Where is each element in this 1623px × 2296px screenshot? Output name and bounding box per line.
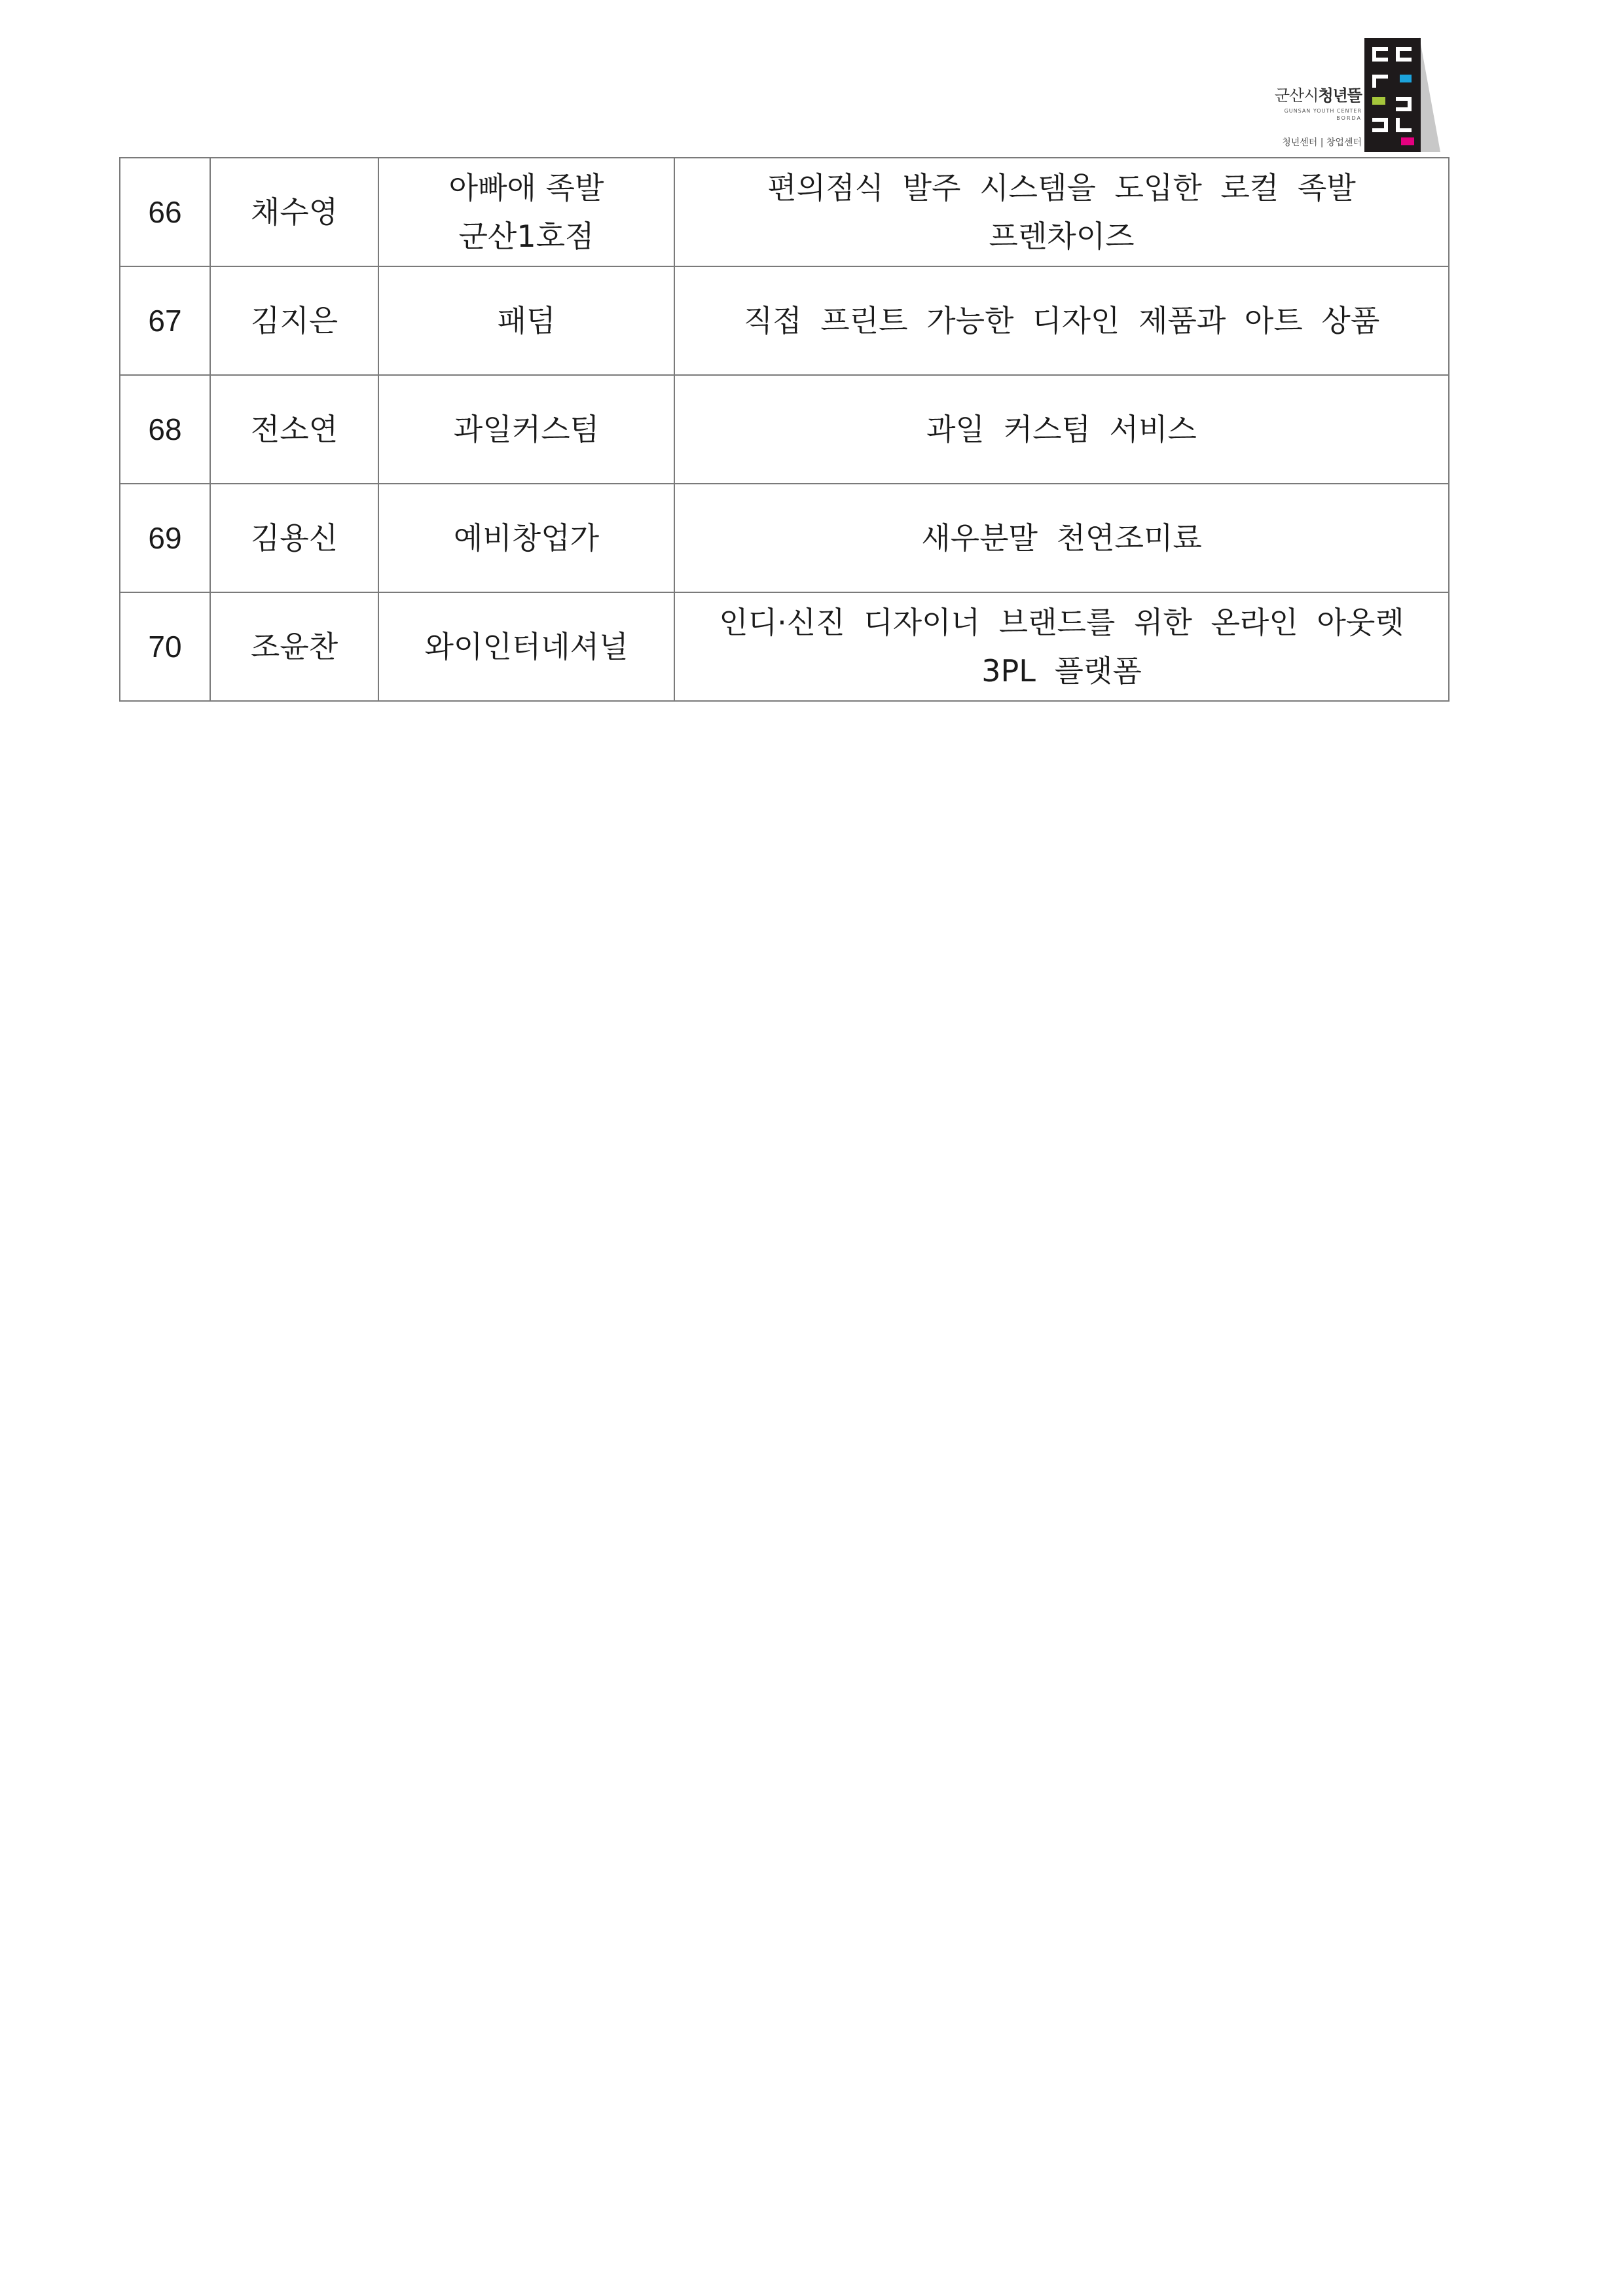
participant-name: 김용신: [210, 484, 378, 592]
description-line: 3PL 플랫폼: [981, 653, 1142, 689]
table-row: [120, 158, 1449, 266]
row-number: 66: [120, 158, 210, 266]
table-row: [120, 484, 1449, 592]
row-number: 68: [120, 375, 210, 484]
company-name: [378, 592, 674, 701]
company-name: [378, 375, 674, 484]
company-name-line: 예비창업가: [453, 520, 600, 556]
description-line: 편의점식 발주 시스템을 도입한 로컬 족발: [767, 170, 1356, 206]
company-name-line: 과일커스텀: [453, 412, 600, 447]
description-line: 직접 프린트 가능한 디자인 제품과 아트 상품: [743, 303, 1380, 338]
business-description: [674, 158, 1449, 266]
company-name: [378, 484, 674, 592]
logo-mark-icon: [1363, 37, 1442, 154]
logo-subtitle: 청년센터 | 창업센터: [1282, 137, 1362, 148]
participant-name: 전소연: [210, 375, 378, 484]
table-row: [120, 266, 1449, 375]
business-description: [674, 484, 1449, 592]
company-name-line: 와이인터네셔널: [424, 629, 629, 664]
description-line: 과일 커스텀 서비스: [926, 412, 1197, 447]
business-description: [674, 266, 1449, 375]
business-description: [674, 375, 1449, 484]
row-number: 69: [120, 484, 210, 592]
company-list-table: [119, 157, 1450, 702]
business-description: [674, 592, 1449, 701]
description-line: 새우분말 천연조미료: [921, 520, 1202, 556]
row-number: 70: [120, 592, 210, 701]
description-line: 인디·신진 디자이너 브랜드를 위한 온라인 아웃렛: [719, 605, 1404, 640]
company-name-line: 패덤: [497, 303, 556, 338]
company-name-line: 군산1호점: [458, 219, 594, 254]
header-logo: [1231, 37, 1447, 158]
table-row: [120, 375, 1449, 484]
table-row: [120, 592, 1449, 701]
logo-title: [1231, 82, 1362, 105]
participant-name: 조윤찬: [210, 592, 378, 701]
row-number: 67: [120, 266, 210, 375]
logo-english-line-2: BORDA: [1336, 115, 1362, 121]
logo-title-bold: 청년뜰: [1318, 86, 1362, 105]
description-line: 프렌차이즈: [989, 219, 1135, 254]
logo-wordmark: [1231, 82, 1362, 149]
logo-title-light: 군산시: [1274, 86, 1319, 105]
company-name: [378, 158, 674, 266]
participant-name: 김지은: [210, 266, 378, 375]
company-name: [378, 266, 674, 375]
logo-english-line: GUNSAN YOUTH CENTER: [1284, 108, 1362, 114]
company-name-line: 아빠애 족발: [448, 170, 604, 206]
participant-name: 채수영: [210, 158, 378, 266]
